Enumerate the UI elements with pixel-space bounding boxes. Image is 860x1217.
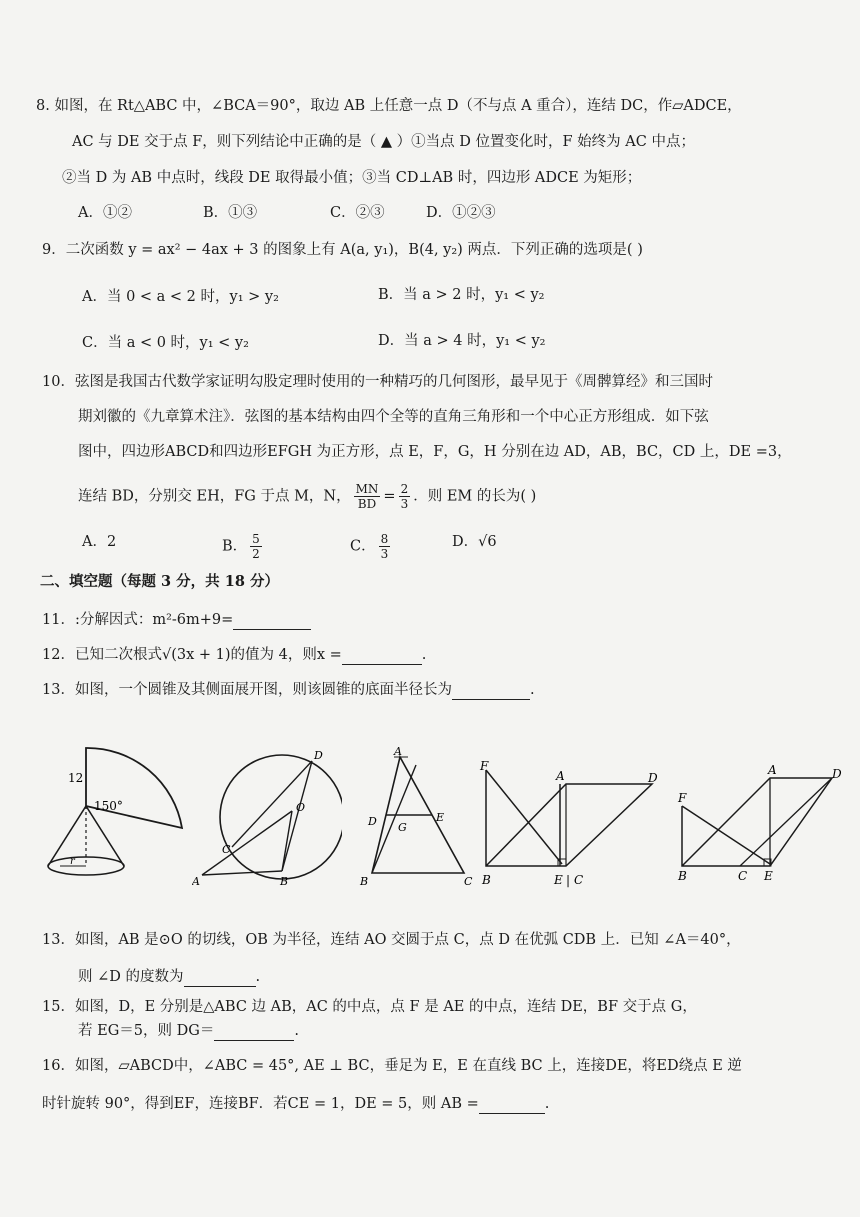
q16-line1: 16．如图，▱ABCD中，∠ABC = 45°, AE ⊥ BC，垂足为 E，E 在直线 BC 上，连接DE，将ED绕点 E 逆 — [42, 1058, 742, 1074]
q13-line — [42, 680, 535, 700]
q8-option-a: A．①② — [78, 205, 132, 221]
q12-text: 12．已知二次根式√(3x + 1)的值为 4，则x = — [42, 647, 342, 663]
q10-line4-end: ．则 EM 的长为( ) — [413, 488, 537, 505]
q10-line3: 图中，四边形ABCD和四边形EFGH 为正方形，点 E，F，G，H 分别在边 AD，AB，BC，CD 上，DE =3， — [78, 444, 792, 460]
para2-label-b: B — [678, 869, 687, 883]
triangle-label-e: E — [436, 811, 445, 824]
circle-label-c: C — [222, 843, 231, 856]
triangle-label-a: A — [394, 745, 402, 758]
q10-option-b-label: B． — [222, 538, 248, 555]
circle-label-o: O — [296, 801, 306, 814]
q8-option-c: C．②③ — [330, 205, 385, 221]
cone-figure — [40, 740, 192, 890]
q10-option-c-numerator: 8 — [380, 532, 389, 546]
circle-label-d: D — [314, 749, 323, 762]
q9-stem: 9．二次函数 y = ax² − 4ax + 3 的图象上有 A(a, y₁)，B(4, y₂) 两点．下列正确的选项是( ) — [42, 242, 643, 258]
q12-period: . — [421, 647, 427, 663]
q9-option-c: C．当 a < 0 时，y₁ < y₂ — [82, 335, 249, 351]
q14-line2 — [78, 967, 260, 987]
circle-label-b: B — [280, 875, 289, 888]
q12-line — [42, 645, 426, 665]
para2-label-c: C — [738, 869, 748, 883]
q10-ratio-fraction — [354, 482, 381, 511]
para1-label-b: B — [482, 873, 491, 887]
q8-option-b: B．①③ — [203, 205, 258, 221]
section-heading: 二、填空题（每题 3 分，共 18 分） — [40, 573, 279, 590]
q10-option-b — [222, 532, 265, 561]
q10-option-b-numerator: 5 — [252, 532, 260, 546]
q10-option-c-fraction — [379, 532, 391, 561]
para1-label-f: F — [480, 759, 489, 773]
q11-text: :分解因式：m²-6m+9= — [74, 612, 234, 628]
parallelogram-figure-1 — [476, 758, 666, 888]
q9-option-b: B．当 a > 2 时，y₁ < y₂ — [378, 287, 545, 303]
para2-label-d: D — [832, 767, 842, 781]
q12-answer-blank[interactable] — [342, 648, 422, 665]
triangle-label-g: G — [398, 821, 407, 834]
para1-separator: | — [566, 873, 571, 887]
q11-answer-blank[interactable] — [233, 613, 311, 630]
q8-line1: 8. 如图，在 Rt△ABC 中，∠BCA＝90°，取边 AB 上任意一点 D（不与点 A 重合），连结 DC，作▱ADCE， — [36, 98, 742, 114]
q10-line1: 10．弦图是我国古代数学家证明勾股定理时使用的一种精巧的几何图形，最早见于《周髀算经》和三国时 — [42, 374, 713, 390]
para1-label-a: A — [556, 769, 565, 783]
para1-label-e: E — [554, 873, 563, 887]
para2-label-f: F — [678, 791, 687, 805]
q14-answer-blank[interactable] — [184, 970, 256, 987]
q15-period: . — [294, 1023, 299, 1039]
q16-period: . — [544, 1096, 550, 1112]
q16-answer-blank[interactable] — [479, 1097, 545, 1114]
q10-option-c-denominator: 3 — [380, 547, 389, 561]
para2-label-e: E — [764, 869, 773, 883]
q10-value-fraction — [399, 482, 411, 511]
parallelogram-figure-2 — [672, 760, 852, 885]
q10-value-denominator: 3 — [400, 497, 409, 511]
q16-text: 时针旋转 90°，得到EF，连接BF．若CE = 1，DE = 5，则 AB = — [42, 1096, 479, 1112]
q10-option-b-denominator: 2 — [252, 547, 260, 561]
triangle-figure — [352, 745, 477, 890]
q15-line1: 15．如图，D，E 分别是△ABC 边 AB，AC 的中点，点 F 是 AE 的中点，连结 DE，BF 交于点 G， — [42, 999, 697, 1015]
q10-option-c — [350, 532, 393, 561]
triangle-label-d: D — [368, 815, 377, 828]
q10-option-b-fraction — [250, 532, 262, 561]
q10-equals: = — [383, 488, 396, 505]
q11-number: 11． — [42, 612, 75, 628]
q9-option-a: A．当 0 < a < 2 时，y₁ > y₂ — [82, 289, 279, 305]
q10-ratio-denominator: BD — [357, 497, 377, 511]
circle-figure — [192, 745, 342, 890]
q8-line3: ②当 D 为 AB 中点时，线段 DE 取得最小值；③当 CD⊥AB 时，四边形 ADCE 为矩形； — [62, 170, 642, 186]
q10-line4 — [78, 482, 536, 511]
q10-value-numerator: 2 — [400, 482, 409, 496]
q15-answer-blank[interactable] — [214, 1024, 294, 1041]
para1-label-c: C — [574, 873, 584, 887]
q13-answer-blank[interactable] — [452, 683, 530, 700]
q10-option-d: D．√6 — [452, 534, 497, 550]
q10-line4-start: 连结 BD，分别交 EH，FG 于点 M，N， — [78, 488, 351, 505]
q8-option-d: D．①②③ — [426, 205, 496, 221]
q14-text: 则 ∠D 的度数为 — [78, 969, 184, 985]
cone-slant-label: 12 — [68, 771, 84, 785]
q14-period: . — [255, 969, 261, 985]
cone-radius-label: r — [70, 856, 75, 867]
q11-line — [42, 610, 311, 630]
q9-option-d: D．当 a > 4 时，y₁ < y₂ — [378, 333, 546, 349]
q8-line2: AC 与 DE 交于点 F，则下列结论中正确的是（ ▲ ）①当点 D 位置变化时，F 始终为 AC 中点； — [72, 134, 695, 150]
q10-line2: 期刘徽的《九章算术注》．弦图的基本结构由四个全等的直角三角形和一个中心正方形组成．如下弦 — [78, 409, 709, 425]
triangle-label-c: C — [464, 875, 473, 888]
q14-line1: 13．如图，AB 是⊙O 的切线，OB 为半径，连结 AO 交圆于点 C，点 D 在优弧 CDB 上．已知 ∠A＝40°， — [42, 932, 741, 948]
para1-label-d: D — [648, 771, 658, 785]
circle-label-a: A — [192, 875, 200, 888]
q13-period: . — [529, 682, 535, 698]
q13-text: 13．如图，一个圆锥及其侧面展开图，则该圆锥的底面半径长为 — [42, 682, 452, 698]
q10-option-c-label: C． — [350, 538, 376, 555]
cone-angle-label: 150° — [94, 799, 123, 813]
para2-label-a: A — [768, 763, 777, 777]
q10-option-a: A．2 — [82, 534, 117, 550]
q10-ratio-numerator: MN — [355, 482, 379, 496]
q15-line2 — [78, 1021, 299, 1041]
q15-text: 若 EG＝5，则 DG＝ — [78, 1023, 215, 1039]
q16-line2 — [42, 1094, 549, 1114]
triangle-label-b: B — [360, 875, 369, 888]
